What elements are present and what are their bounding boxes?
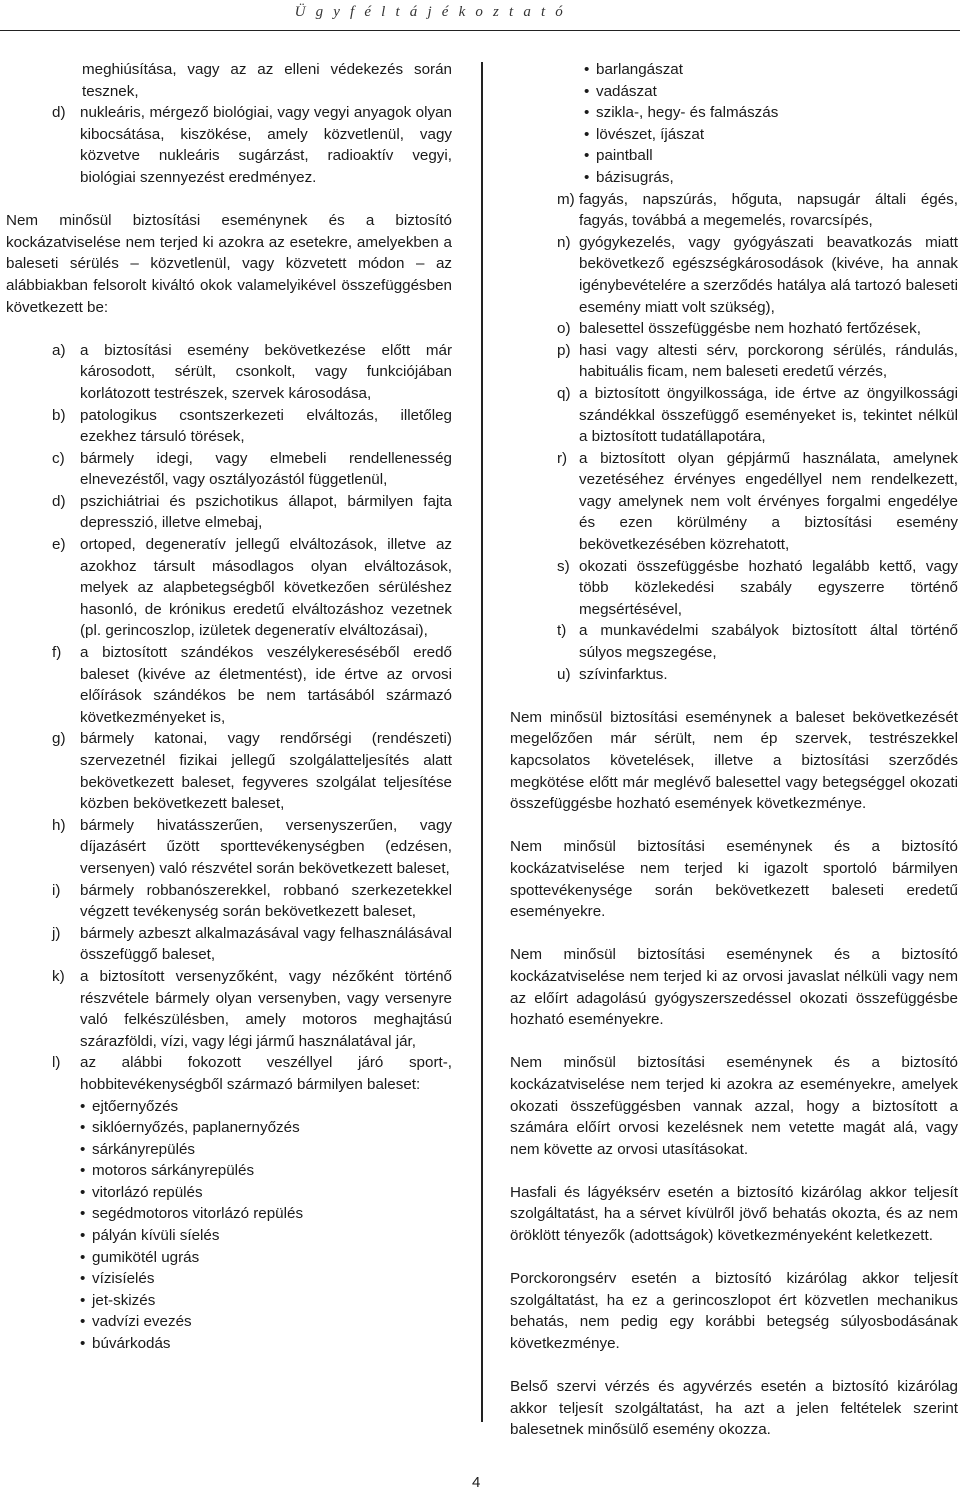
- item-text: gyógykezelés, vagy gyógyászati beavatkozás miatt bekövetkező egészségkárosodások (kivéve, ha annak igénybevételére a szerződés hatálya alá tartozó baleseti esemény miatt volt szükség),: [579, 233, 958, 316]
- body-paragraph: Porckorongsérv esetén a biztosító kizárólag akkor teljesít szolgáltatást, ha ez a gerincoszlopot ért közvetlen mechanikus behatás, nem pedig egy korábbi betegség súlyosbodásának következménye.: [510, 1270, 958, 1353]
- item-text: nukleáris, mérgező biológiai, vagy vegyi anyagok olyan kibocsátása, kiszökése, amely közvetlenül, vagy közvetve nukleáris sugárzást, radioaktív vegyi, biológiai szennyezést eredményez.: [80, 104, 452, 186]
- body-paragraph: Nem minősül biztosítási eseménynek és a biztosító kockázatviselése nem terjed ki igazolt sportoló bármilyen spottevékenysége során bekövetkezett baleseti eredetű eseményekre.: [510, 838, 958, 921]
- bullet-icon: •: [584, 82, 590, 100]
- list-item: [6, 880, 452, 923]
- item-label: l): [52, 1054, 61, 1072]
- list-item: [6, 1052, 452, 1095]
- list-item: [510, 620, 958, 663]
- bullet-icon: •: [80, 1140, 86, 1158]
- list-item: [510, 318, 958, 340]
- item-label: s): [557, 557, 570, 575]
- item-label: d): [52, 492, 66, 510]
- bullet-icon: •: [80, 1248, 86, 1266]
- bullet-icon: •: [80, 1162, 86, 1180]
- bullet-icon: •: [80, 1183, 86, 1201]
- bullet-item: • segédmotoros vitorlázó repülés: [80, 1203, 452, 1225]
- body-paragraph: Belső szervi vérzés és agyvérzés esetén a biztosító kizárólag akkor teljesít szolgáltatást, ha azt a jelen feltételek szerint balesetnek minősülő esemény okozza.: [510, 1378, 958, 1439]
- bullet-item: • jet-skizés: [80, 1290, 452, 1312]
- list-item: [6, 405, 452, 448]
- list-item: [6, 966, 452, 1052]
- item-label: b): [52, 406, 66, 424]
- list-item: [510, 189, 958, 232]
- item-label: n): [557, 233, 571, 251]
- body-paragraph: Nem minősül biztosítási eseménynek és a biztosító kockázatviselése nem terjed ki az orvosi javaslat nélküli vagy nem az előírt adagolású gyógyszerszedéssel okozati összefüggésbe hozható eseményekre.: [510, 946, 958, 1029]
- bullet-icon: •: [584, 147, 590, 165]
- item-label: g): [52, 730, 66, 748]
- item-label: j): [52, 924, 61, 942]
- bullet-icon: •: [584, 104, 590, 122]
- item-label: m): [557, 190, 575, 208]
- bullet-icon: •: [584, 168, 590, 186]
- list-item: [6, 340, 452, 405]
- item-text: pszichiátriai és pszichotikus állapot, bármilyen fajta depresszió, illetve elmebaj,: [80, 492, 452, 532]
- item-text: bármely azbeszt alkalmazásával vagy felhasználásával összefüggő baleset,: [80, 924, 452, 964]
- list-item: [6, 923, 452, 966]
- bullet-item: • bázisugrás,: [584, 167, 958, 189]
- bullet-item: • paintball: [584, 145, 958, 167]
- list-item: [6, 491, 452, 534]
- bullet-item: • motoros sárkányrepülés: [80, 1160, 452, 1182]
- bullet-icon: •: [584, 61, 590, 78]
- item-label: o): [557, 320, 571, 338]
- item-text: a biztosítási esemény bekövetkezése előtt már károsodott, sérült, csonkolt, vagy funkciójában korlátozott testrészek, szervek károsodása,: [80, 341, 452, 402]
- bullet-icon: •: [584, 125, 590, 143]
- bullet-icon: •: [80, 1205, 86, 1223]
- bullet-item: • ejtőernyőzés: [80, 1096, 452, 1118]
- list-item: [6, 448, 452, 491]
- bullet-icon: •: [80, 1227, 86, 1245]
- item-text: a munkavédelmi szabályok biztosított által történő súlyos megszegése,: [579, 622, 958, 662]
- item-label: h): [52, 816, 66, 834]
- list-item: [510, 664, 958, 686]
- item-text: fagyás, napszúrás, hőguta, napsugár általi égés, fagyás, továbbá a megemelés, rovarcsípés,: [579, 190, 958, 230]
- bullet-item: • siklóernyőzés, paplanernyőzés: [80, 1117, 452, 1139]
- body-paragraph: Nem minősül biztosítási eseménynek és a biztosító kockázatviselése nem terjed ki azokra az eseményekre, amelyek okozati összefüggésben vannak azzal, hogy a biztosított a számára előírt orvosi kezelésnek nem vetette magát alá, vagy nem követte az orvosi utasításokat.: [510, 1054, 958, 1158]
- list-item: [6, 534, 452, 642]
- bullet-icon: •: [80, 1119, 86, 1137]
- list-item: [6, 642, 452, 728]
- exclusion-item-d: [6, 102, 452, 188]
- right-column: [510, 59, 958, 1441]
- list-item: [510, 340, 958, 383]
- exclusion-list: [6, 340, 452, 1096]
- body-paragraph: Nem minősül biztosítási eseménynek a baleset bekövetkezését megelőzően már sérült, nem ép szervek, testrészekkel kapcsolatos követelések, illetve a biztosítási szerződés megkötése előtt már meglévő balesettel vagy betegséggel okozati összefüggésbe hozható események következménye.: [510, 708, 958, 813]
- item-text: szívinfarktus.: [579, 665, 668, 683]
- item-text: bármely idegi, vagy elmebeli rendellenesség elnevezéstől, vagy osztályozástól függetlenül,: [80, 449, 452, 489]
- running-header: Ü g y f é l t á j é k o z t a t ó: [294, 4, 566, 20]
- bullet-icon: •: [80, 1270, 86, 1288]
- item-text: balesettel összefüggésbe nem hozható fertőzések,: [579, 320, 921, 338]
- bullet-icon: •: [80, 1097, 86, 1115]
- bullet-item: • gumikötél ugrás: [80, 1247, 452, 1269]
- item-text: ortoped, degeneratív jellegű elváltozások, illetve az azokhoz társult másodlagos olyan elváltozások, melyek az alapbetegségből következően sérüléshez hasonló, de krónikus eredetű elváltozáshoz vezetnek (pl. gerincoszlop, izületek degeneratív elváltozásai),: [80, 536, 452, 640]
- list-item: [6, 728, 452, 814]
- item-text: bármely robbanószerekkel, robbanó szerkezetekkel végzett tevékenység során bekövetkezett baleset,: [80, 881, 452, 921]
- item-text: a biztosított olyan gépjármű használata, amelynek vezetéséhez érvényes engedéllyel nem rendelkezett, vagy amelynek nem volt érvényes forgalmi engedélye és ezen körülmény a biztosítási esemény bekövetkezésében közrehatott,: [579, 449, 958, 554]
- left-column: [6, 59, 452, 1355]
- item-label: r): [557, 449, 568, 467]
- column-divider: [481, 62, 483, 1422]
- item-label: c): [52, 449, 65, 467]
- body-paragraph: Hasfali és lágyéksérv esetén a biztosító kizárólag akkor teljesít szolgáltatást, ha a sérvet kívülről jövő behatás okozta, és az nem öröklött tényezők (adottságok) következményeként keletkezett.: [510, 1183, 958, 1245]
- bullet-item: • barlangászat: [584, 59, 958, 81]
- exclusion-list-continued: [510, 189, 958, 686]
- bullet-item: • vitorlázó repülés: [80, 1182, 452, 1204]
- list-item: [510, 448, 958, 556]
- item-label: f): [52, 644, 62, 662]
- bullet-item: • vízisíelés: [80, 1268, 452, 1290]
- item-text: hasi vagy altesti sérv, porckorong sérülés, rándulás, habituális ficam, nem baleseti eredetű vérzés,: [579, 341, 958, 381]
- bullet-item: • vadvízi evezés: [80, 1311, 452, 1333]
- item-label: q): [557, 384, 571, 402]
- item-label: d): [52, 104, 66, 122]
- list-item: [510, 232, 958, 318]
- item-label: u): [557, 665, 571, 683]
- bullet-item: • lövészet, íjászat: [584, 124, 958, 146]
- item-text: a biztosított szándékos veszélykereséséből eredő baleset (kivéve az életmentést), ide értve az orvosi előírások szándékos be nem tartásából származó következményeket is,: [80, 644, 452, 726]
- list-item: [510, 556, 958, 621]
- bullet-item: • sárkányrepülés: [80, 1139, 452, 1161]
- intro-paragraph: Nem minősül biztosítási eseménynek és a biztosító kockázatviselése nem terjed ki azokra az esetekre, amelyekben a baleseti sérülés – közvetlenül, vagy közvetett módon – az alábbiakban felsorolt kiváltó okok valamelyikével összefüggésben következett be:: [6, 212, 452, 316]
- item-text: a biztosított versenyzőként, vagy nézőként történő részvétele bármely olyan versenyben, vagy versenyre való felkészülésben, amely motoros meghajtású szárazföldi, vízi, vagy légi jármű használatával jár,: [80, 967, 452, 1050]
- continuation-text: meghiúsítása, vagy az az elleni védekezés során tesznek,: [82, 61, 452, 100]
- item-label: t): [557, 622, 567, 640]
- item-label: e): [52, 536, 66, 554]
- item-label: a): [52, 341, 66, 359]
- page-number: 4: [472, 1474, 481, 1491]
- list-item: [510, 383, 958, 448]
- bullet-item: • búvárkodás: [80, 1333, 452, 1355]
- header-rule: [0, 30, 960, 31]
- item-text: bármely katonai, vagy rendőrségi (rendészeti) szervezetnél fizikai jellegű szolgálatteljesítés alatt bekövetkezett baleset, fegyveres szolgálat teljesítése közben bekövetkezett baleset,: [80, 730, 452, 813]
- bullet-icon: •: [80, 1291, 86, 1309]
- item-text: okozati összefüggésbe hozható legalább kettő, vagy több közlekedési szabály egyszerre történő megsértésével,: [579, 557, 958, 618]
- list-item: [6, 815, 452, 880]
- item-text: a biztosított öngyilkossága, ide értve az öngyilkossági szándékkal összefüggő eseményeket is, tekintet nélkül a biztosított tudatállapotára,: [579, 384, 958, 446]
- item-label: i): [52, 881, 61, 899]
- item-text: az alábbi fokozott veszéllyel járó sport-, hobbitevékenységből származó bármilyen baleset:: [80, 1054, 452, 1093]
- bullet-icon: •: [80, 1313, 86, 1331]
- sport-bullet-list-continued: [510, 59, 958, 189]
- bullet-item: • pályán kívüli síelés: [80, 1225, 452, 1247]
- item-label: p): [557, 341, 571, 359]
- bullet-item: • vadászat: [584, 81, 958, 103]
- bullet-icon: •: [80, 1335, 86, 1353]
- sport-bullet-list: [6, 1096, 452, 1355]
- item-text: patologikus csontszerkezeti elváltozás, illetőleg ezekhez társuló törések,: [80, 406, 452, 446]
- item-text: bármely hivatásszerűen, versenyszerűen, vagy díjazásért űzött sporttevékenységben (edzésen, versenyen) való részvétel során bekövetkezett baleset,: [80, 816, 452, 877]
- item-label: k): [52, 967, 65, 985]
- bullet-item: • szikla-, hegy- és falmászás: [584, 102, 958, 124]
